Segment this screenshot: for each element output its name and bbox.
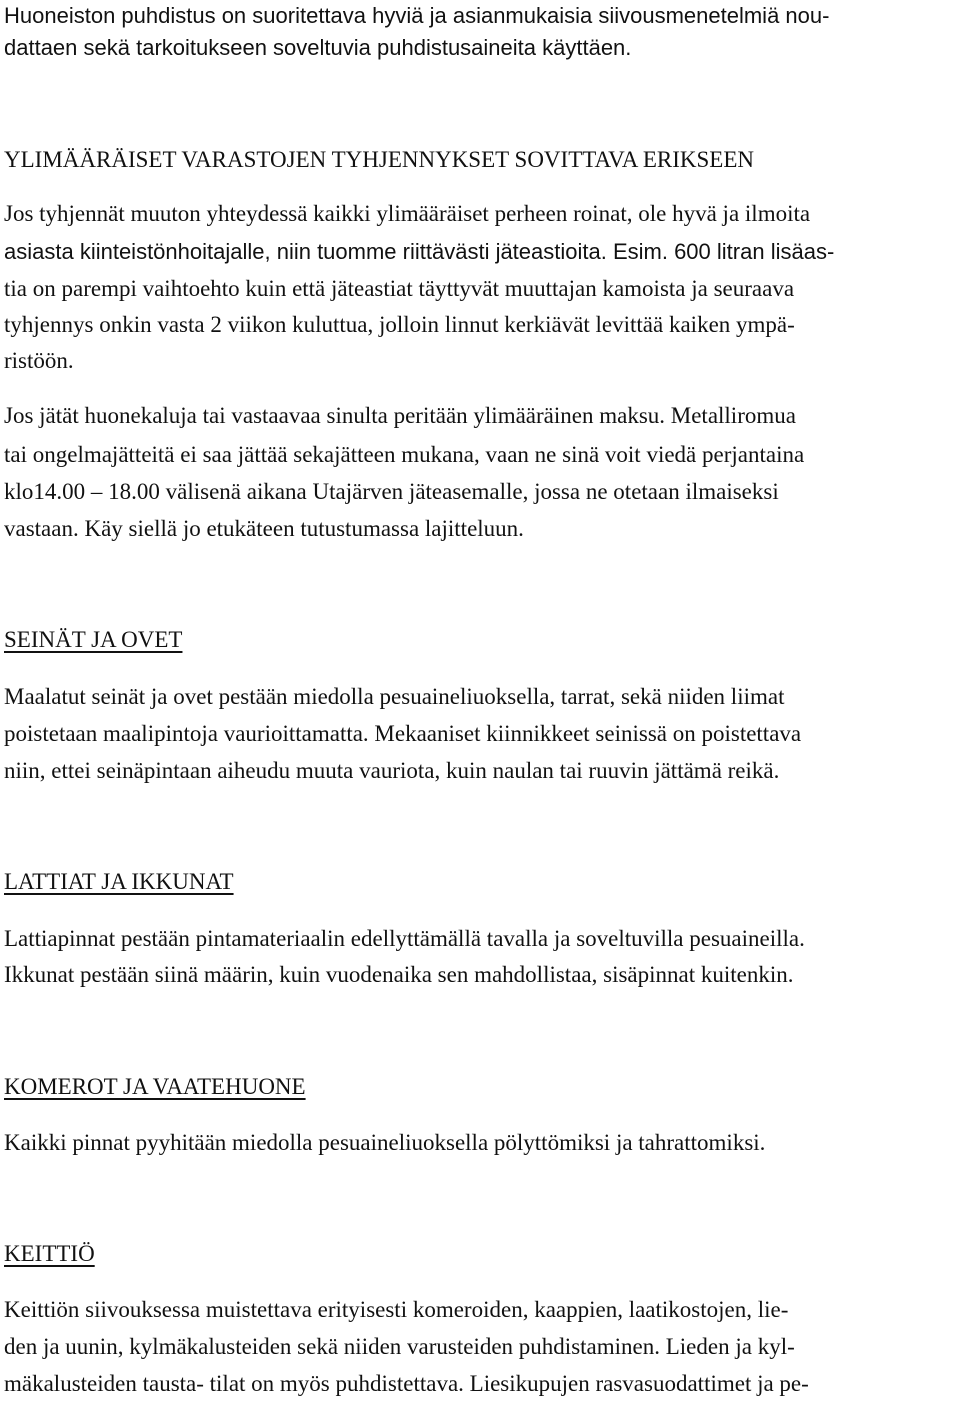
body-line: vastaan. Käy siellä jo etukäteen tutustumassa lajitteluun. xyxy=(4,516,524,541)
intro-line: Huoneiston puhdistus on suoritettava hyviä ja asianmukaisia siivousmenetelmiä nou- xyxy=(4,3,830,28)
intro-line: dattaen sekä tarkoitukseen soveltuvia puhdistusaineita käyttäen. xyxy=(4,35,632,60)
body-line: mäkalusteiden tausta- tilat on myös puhdistettava. Liesikupujen rasvasuodattimet ja pe- xyxy=(4,1371,809,1396)
body-line: tia on parempi vaihtoehto kuin että jäteastiat täyttyvät muuttajan kamoista ja seuraava xyxy=(4,276,795,301)
body-line: Ikkunat pestään siinä määrin, kuin vuodenaika sen mahdollistaa, sisäpinnat kuitenkin. xyxy=(4,962,794,987)
body-line: Keittiön siivouksessa muistettava erityisesti komeroiden, kaappien, laatikostojen, lie- xyxy=(4,1297,789,1322)
body-line: tai ongelmajätteitä ei saa jättää sekajätteen mukana, vaan ne sinä voit viedä perjantaina xyxy=(4,442,805,467)
body-line: asiasta kiinteistönhoitajalle, niin tuomme riittävästi jäteastioita. Esim. 600 litran lisäas- xyxy=(4,239,835,264)
section-heading: KOMEROT JA VAATEHUONE xyxy=(4,1074,306,1099)
body-line: Jos jätät huonekaluja tai vastaavaa sinulta peritään ylimääräinen maksu. Metalliromua xyxy=(4,403,796,428)
body-line: Jos tyhjennät muuton yhteydessä kaikki ylimääräiset perheen roinat, ole hyvä ja ilmoita xyxy=(4,201,811,226)
body-line: niin, ettei seinäpintaan aiheudu muuta vauriota, kuin naulan tai ruuvin jättämä reikä. xyxy=(4,758,780,783)
body-line: poistetaan maalipintoja vaurioittamatta. Mekaaniset kiinnikkeet seinissä on poistettava xyxy=(4,721,802,746)
body-line: Kaikki pinnat pyyhitään miedolla pesuaineliuoksella pölyttömiksi ja tahrattomiksi. xyxy=(4,1130,766,1155)
section-heading: LATTIAT JA IKKUNAT xyxy=(4,869,234,894)
section-heading: KEITTIÖ xyxy=(4,1241,95,1266)
body-line: Maalatut seinät ja ovet pestään miedolla pesuaineliuoksella, tarrat, sekä niiden liimat xyxy=(4,684,785,709)
body-line: tyhjennys onkin vasta 2 viikon kuluttua, jolloin linnut kerkiävät levittää kaiken ympä- xyxy=(4,312,795,337)
body-line: den ja uunin, kylmäkalusteiden sekä niiden varusteiden puhdistaminen. Lieden ja kyl- xyxy=(4,1334,795,1359)
section-heading: SEINÄT JA OVET xyxy=(4,627,183,652)
body-line: Lattiapinnat pestään pintamateriaalin edellyttämällä tavalla ja soveltuvilla pesuaineilla. xyxy=(4,926,805,951)
section-heading: YLIMÄÄRÄISET VARASTOJEN TYHJENNYKSET SOVITTAVA ERIKSEEN xyxy=(4,147,754,172)
body-line: klo14.00 – 18.00 välisenä aikana Utajärven jäteasemalle, jossa ne otetaan ilmaiseksi xyxy=(4,479,779,504)
body-line: ristöön. xyxy=(4,348,74,373)
